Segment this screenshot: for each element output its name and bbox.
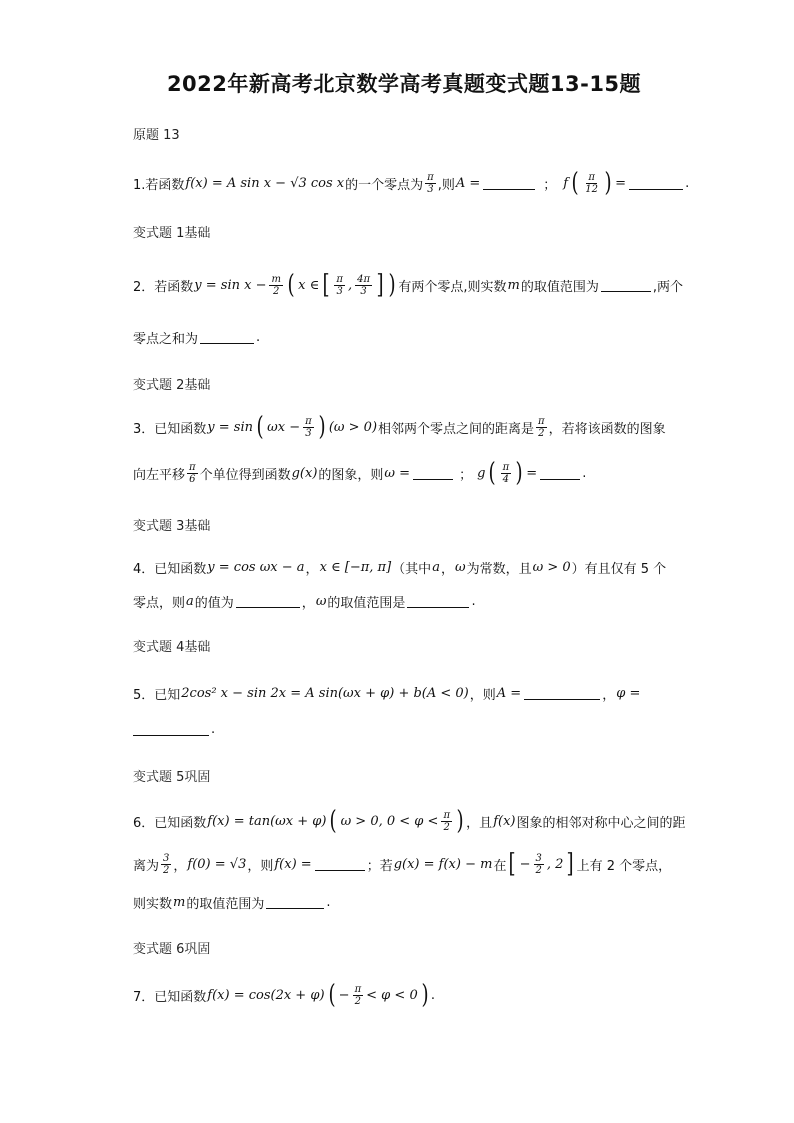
q3-expr: y = sin (207, 419, 253, 435)
q4-text-a: 4．已知函数 (133, 562, 207, 577)
question-2-line-1: 2．若函数 y = sin x − $\frac{m}{2}$ ( x ∈ [ $\frac{\pi}{3}$ , $\frac{4\pi}{3}$ ] ) 有两个零点,则实数 m 的取值范围为 ,两个 (133, 270, 683, 300)
q4-text-f: ）有且仅有 5 个 (571, 562, 667, 577)
question-1 (133, 170, 689, 196)
question-4-line-1: 4．已知函数 y = cos ωx − a ， x ∈ [−π, π] （其中 a ， ω 为常数，且 ω > 0 ）有且仅有 5 个 (133, 560, 667, 577)
q3-period: . (582, 465, 587, 481)
q2-text-b: 有两个零点,则实数 (398, 279, 507, 295)
q6-expr: f(x) = tan(ωx + φ) (207, 813, 327, 829)
question-6-line-2: 离为 $\frac{3}{2}$ ， f(0) = √3 ，则 f(x) = ；若 g(x) = f(x) − m 在 [ − $\frac{3}{2}$ , 2 ] 上有 2 个零点， (133, 849, 672, 879)
q3-wx: ωx − (267, 419, 301, 435)
q2-period: . (256, 330, 261, 345)
section-variant-4: 变式题 4基础 (133, 640, 211, 655)
section-variant-6: 变式题 6巩固 (133, 942, 211, 957)
q2-fraction-pi-3: $\frac{\pi}{3}$ (336, 273, 343, 297)
q6-blank-2[interactable] (266, 896, 324, 909)
section-variant-1: 变式题 1基础 (133, 226, 211, 241)
q1-lparen: ( (571, 168, 579, 198)
q1-A-eq: A = (455, 175, 481, 191)
question-2-line-2 (133, 328, 260, 347)
question-6-line-1: 6．已知函数 f(x) = tan(ωx + φ) ( ω > 0, 0 < φ < $\frac{\pi}{2}$ ) ，且 f(x) 图象的相邻对称中心之间的距 (133, 806, 686, 836)
q7-expr: f(x) = cos(2x + φ) (207, 987, 325, 1003)
q2-rbracket: ] (376, 270, 384, 300)
q3-eq: = (526, 465, 538, 481)
q1-fraction-pi-12: $\frac{\pi}{12}$ (585, 171, 598, 195)
question-4-line-2: 零点，则 a 的值为 ， ω 的取值范围是 . (133, 594, 476, 611)
q2-text-a: 2．若函数 (133, 279, 194, 295)
section-variant-3: 变式题 3基础 (133, 519, 211, 534)
q2-fraction-m-2: $\frac{m}{2}$ (271, 273, 281, 297)
q5-blank-2[interactable] (133, 723, 209, 736)
q2-fraction-4pi-3: $\frac{4\pi}{3}$ (357, 273, 371, 297)
page-title: 2022年新高考北京数学高考真题变式题13-15题 (166, 72, 642, 96)
question-7-line-1: 7．已知函数 f(x) = cos(2x + φ) ( − $\frac{\pi}{2}$ < φ < 0 ) . (133, 980, 436, 1010)
q1-blank-1[interactable] (483, 177, 535, 190)
q4-blank-1[interactable] (236, 595, 300, 608)
question-6-line-3: 则实数 m 的取值范围为 . (133, 895, 331, 912)
q1-rparen: ) (604, 168, 612, 198)
q5-blank-1[interactable] (524, 687, 600, 700)
q6-blank-1[interactable] (315, 858, 365, 871)
q3-omega: ω = (384, 465, 411, 481)
q1-text-a: 1.若函数 (133, 177, 185, 193)
q4-blank-2[interactable] (407, 595, 469, 608)
q3-text-a: 3．已知函数 (133, 421, 207, 437)
q1-text-b: 的一个零点为 (345, 177, 424, 193)
q3-line2a: 向左平移 (133, 467, 186, 483)
q2-expr: y = sin x − (194, 277, 267, 293)
q3-g: g (477, 465, 486, 481)
q7-fraction-pi-2: $\frac{\pi}{2}$ (354, 983, 362, 1007)
q3-fraction-pi-2: $\frac{\pi}{2}$ (538, 415, 545, 439)
q3-blank-2[interactable] (540, 467, 580, 480)
q2-line2: 零点之和为 (133, 332, 199, 347)
q3-gx: g(x) (291, 465, 318, 481)
q2-rparen: ) (388, 270, 396, 300)
q2-m: m (507, 277, 520, 293)
section-variant-5: 变式题 5巩固 (133, 770, 211, 785)
q1-eq: = (615, 175, 627, 191)
q2-blank-2[interactable] (200, 331, 254, 344)
q6-fraction-pi-2: $\frac{\pi}{2}$ (443, 809, 451, 833)
q2-lbracket: [ (322, 270, 330, 300)
q3-blank-1[interactable] (413, 467, 453, 480)
question-3-line-2: 向左平移 $\frac{\pi}{6}$ 个单位得到函数 g(x) 的图象，则 ω = ； g ( $\frac{\pi}{4}$ ) = . (133, 458, 587, 488)
q1-text-c: ,则 (437, 177, 455, 193)
q3-fraction-pi-6: $\frac{\pi}{6}$ (189, 461, 196, 485)
question-5-line-2: . (133, 722, 215, 737)
q1-fraction-pi-3: $\frac{\pi}{3}$ (427, 171, 434, 195)
q6-fraction-3-2: $\frac{3}{2}$ (163, 852, 170, 876)
q1-semicolon: ； (543, 177, 557, 193)
q3-semicolon: ； (459, 467, 473, 483)
q3-cond: (ω > 0) (328, 419, 378, 435)
q4-xin: x ∈ [−π, π] (319, 560, 392, 575)
q1-f: f (563, 175, 569, 191)
q1-period: . (685, 175, 690, 191)
q2-text-d: ,两个 (652, 279, 683, 295)
q3-line2b: 个单位得到函数 (199, 467, 291, 483)
q3-fraction-pi-4: $\frac{\pi}{4}$ (502, 461, 510, 485)
q3-fraction-pi-3: $\frac{\pi}{3}$ (305, 415, 312, 439)
q2-xin: x ∈ (298, 277, 320, 293)
q5-expr: 2cos² x − sin 2x = A sin(ωx + φ) + b(A < 0) (181, 686, 469, 701)
question-3-line-1: 3．已知函数 y = sin ( ωx − $\frac{\pi}{3}$ ) (ω > 0) 相邻两个零点之间的距离是 $\frac{\pi}{2}$ ，若将该函数的图象 (133, 412, 666, 442)
q3-line2c: 的图象，则 (318, 467, 384, 483)
section-variant-2: 变式题 2基础 (133, 378, 211, 393)
q3-text-b: 相邻两个零点之间的距离是 (378, 421, 535, 437)
q6-fraction-3-2-b: $\frac{3}{2}$ (535, 852, 542, 876)
q1-blank-2[interactable] (629, 177, 683, 190)
q2-blank-1[interactable] (601, 279, 651, 292)
q2-text-c: 的取值范围为 (520, 279, 599, 295)
q4-expr: y = cos ωx − a (207, 560, 305, 575)
q1-function: f(x) = A sin x − √3 cos x (185, 175, 345, 191)
q2-lparen: ( (287, 270, 295, 300)
q3-text-c: ，若将该函数的图象 (548, 421, 666, 437)
section-original-13: 原题 13 (133, 128, 180, 143)
question-5-line-1: 5．已知 2cos² x − sin 2x = A sin(ωx + φ) + b(A < 0) ，则 A = ， φ = (133, 686, 641, 703)
